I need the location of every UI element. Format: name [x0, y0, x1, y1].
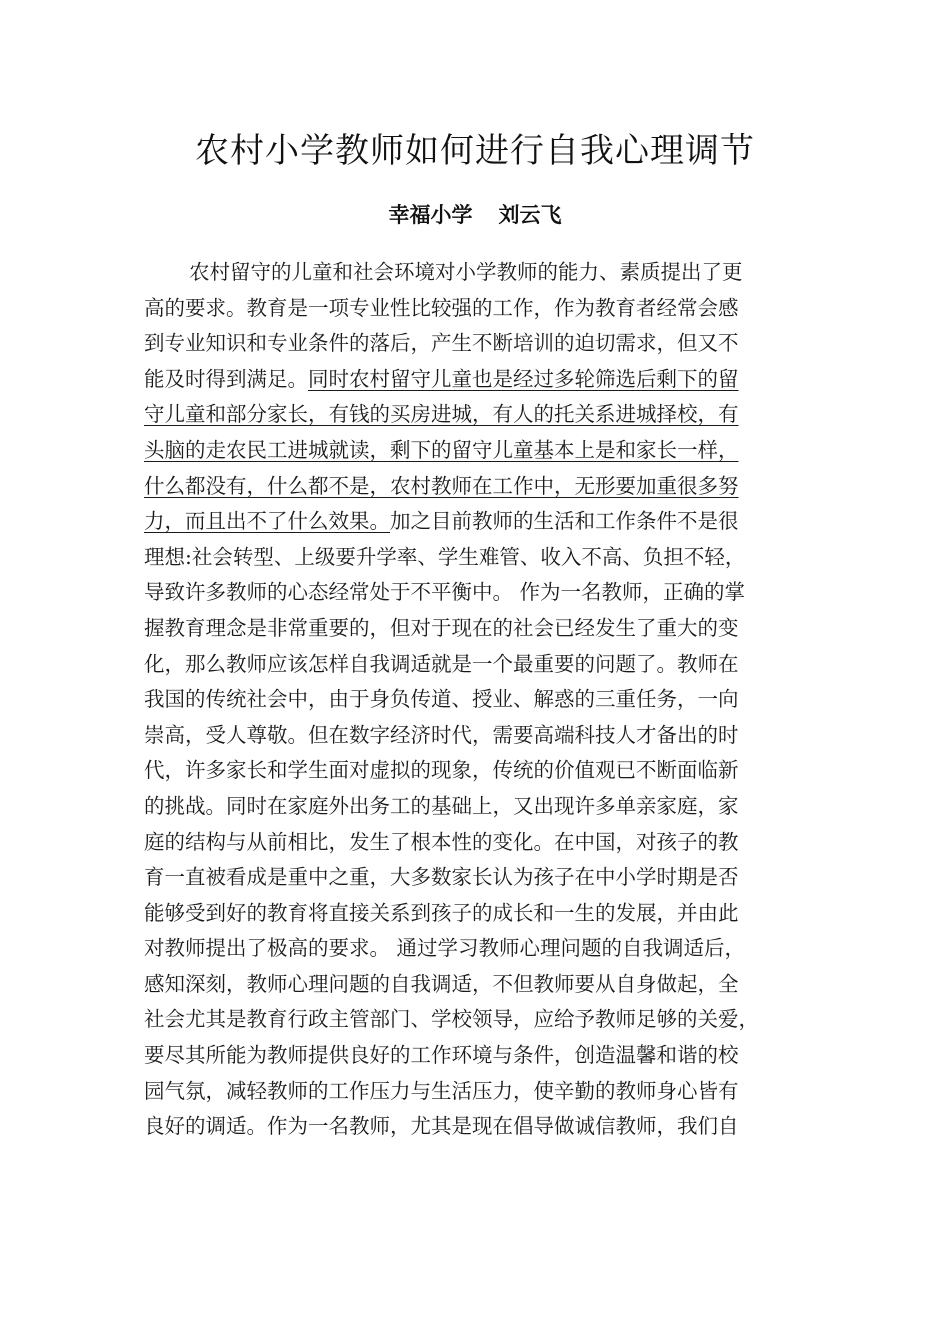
- text-segment: 良好的调适。作为一名教师，尤其是现在倡导做诚信教师，我们自: [144, 1114, 739, 1139]
- author-name: 刘云飞: [498, 203, 562, 227]
- text-line: [144, 326, 804, 362]
- text-line: [144, 789, 804, 825]
- text-segment: 园气氛，减轻教师的工作压力与生活压力，使辛勤的教师身心皆有: [144, 1078, 739, 1103]
- text-line: [144, 504, 804, 540]
- text-line: [144, 469, 804, 505]
- text-segment: 导致许多教师的心态经常处于不平衡中。 作为一名教师，正确的掌: [144, 580, 746, 605]
- text-line: [144, 860, 804, 896]
- text-line: [144, 433, 804, 469]
- text-line: [144, 255, 804, 291]
- byline: [0, 199, 950, 231]
- text-line: [144, 825, 804, 861]
- text-line: [144, 931, 804, 967]
- underlined-text: 什么都没有，什么都不是，农村教师在工作中，无形要加重很多努: [144, 473, 739, 498]
- text-line: [144, 1074, 804, 1110]
- text-segment: 社会尤其是教育行政主管部门、学校领导，应给予教师足够的关爱，: [144, 1007, 759, 1032]
- text-segment: 崇高，受人尊敬。但在数字经济时代，需要高端科技人才备出的时: [144, 722, 739, 747]
- text-segment: 要尽其所能为教师提供良好的工作环境与条件，创造温馨和谐的校: [144, 1043, 739, 1068]
- text-line: [144, 575, 804, 611]
- text-segment: 对教师提出了极高的要求。 通过学习教师心理问题的自我调适后，: [144, 936, 746, 961]
- text-line: [144, 1109, 804, 1145]
- underlined-text: 力，而且出不了什么效果。: [144, 509, 390, 534]
- text-line: [144, 397, 804, 433]
- text-segment: 的挑战。同时在家庭外出务工的基础上，又出现许多单亲家庭，家: [144, 793, 739, 818]
- text-segment: 农村留守的儿童和社会环境对小学教师的能力、素质提出了更: [189, 260, 743, 284]
- text-segment: 化，那么教师应该怎样自我调适就是一个最重要的问题了。教师在: [144, 651, 739, 676]
- text-segment: 庭的结构与从前相比，发生了根本性的变化。在中国，对孩子的教: [144, 829, 739, 854]
- underlined-text: 头脑的走农民工进城就读，剩下的留守儿童基本上是和家长一样，: [144, 437, 739, 462]
- text-line: [144, 1038, 804, 1074]
- text-segment: 到专业知识和专业条件的落后，产生不断培训的迫切需求，但又不: [144, 331, 739, 356]
- document-title: 农村小学教师如何进行自我心理调节: [195, 131, 755, 171]
- text-segment: 感知深刻，教师心理问题的自我调适，不但教师要从自身做起，全: [144, 971, 739, 996]
- text-segment: 理想:社会转型、上级要升学率、学生难管、收入不高、负担不轻，: [144, 544, 746, 569]
- body-paragraph: [144, 255, 804, 1145]
- underlined-text: 守儿童和部分家长，有钱的买房进城，有人的托关系进城择校，有: [144, 402, 739, 427]
- school-name: 幸福小学: [388, 203, 473, 227]
- text-segment: 能够受到好的教育将直接关系到孩子的成长和一生的发展，并由此: [144, 900, 739, 925]
- text-segment: 我国的传统社会中，由于身负传道、授业、解惑的三重任务，一向: [144, 687, 739, 712]
- text-line: [144, 540, 804, 576]
- text-line: [144, 718, 804, 754]
- text-segment: 能及时得到满足。: [144, 366, 308, 391]
- text-segment: 育一直被看成是重中之重，大多数家长认为孩子在中小学时期是否: [144, 865, 739, 890]
- text-line: [144, 291, 804, 327]
- text-segment: 握教育理念是非常重要的，但对于现在的社会已经发生了重大的变: [144, 615, 739, 640]
- text-line: [144, 611, 804, 647]
- text-line: [144, 967, 804, 1003]
- text-line: [144, 753, 804, 789]
- text-line: [144, 362, 804, 398]
- text-segment: 高的要求。教育是一项专业性比较强的工作，作为教育者经常会感: [144, 295, 739, 320]
- text-segment: 代，许多家长和学生面对虚拟的现象，传统的价值观已不断面临新: [144, 758, 739, 783]
- text-line: [144, 1002, 804, 1038]
- text-line: [144, 682, 804, 718]
- text-line: [144, 896, 804, 932]
- text-line: [144, 647, 804, 683]
- text-segment: 加之目前教师的生活和工作条件不是很: [390, 509, 739, 534]
- underlined-text: 同时农村留守儿童也是经过多轮筛选后剩下的留: [308, 366, 739, 391]
